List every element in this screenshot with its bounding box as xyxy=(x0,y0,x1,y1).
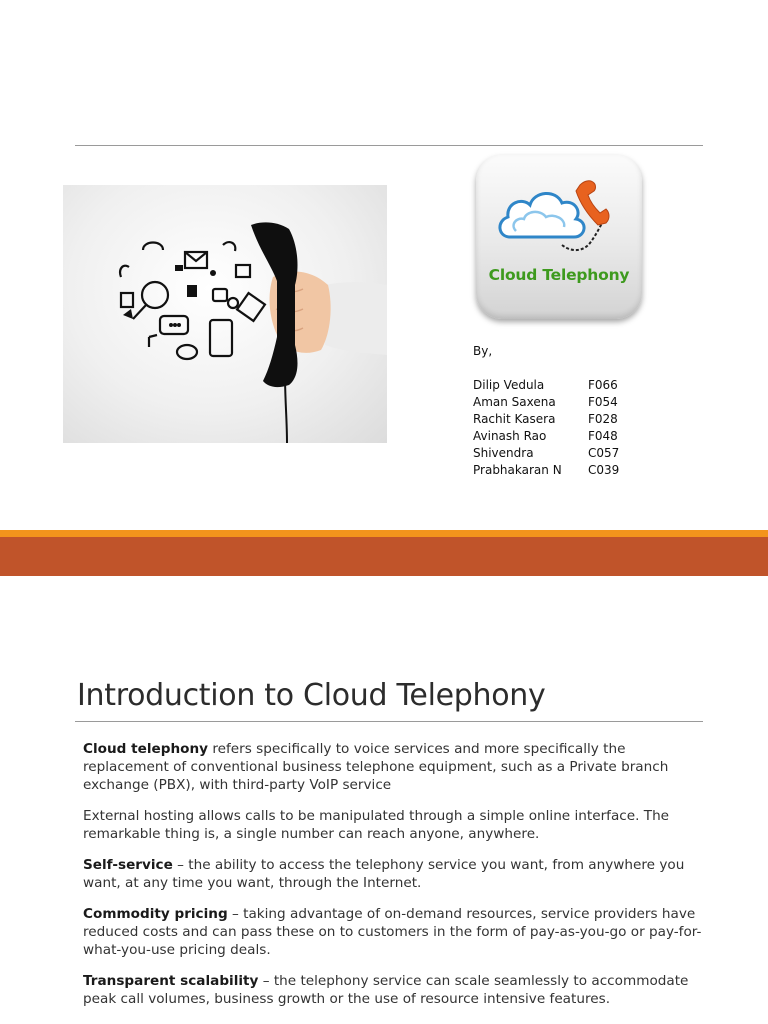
paragraph-lead: Transparent scalability xyxy=(83,973,259,989)
slide-separator-band xyxy=(0,537,768,576)
paragraph-text: refers specifically to voice services and more specifically the replacement of conventional business telephone equipment, such as a Private branch exchange (PBX), with third-party VoIP service xyxy=(83,741,669,793)
phone-communication-photo xyxy=(63,185,387,443)
paragraph-text: External hosting allows calls to be manipulated through a simple online interface. The remarkable thing is, a single number can reach anyone, anywhere. xyxy=(83,808,670,842)
author-id: C039 xyxy=(588,463,620,477)
author-name: Rachit Kasera xyxy=(473,412,556,426)
paragraph-lead: Cloud telephony xyxy=(83,741,208,757)
author-name: Aman Saxena xyxy=(473,395,556,409)
paragraph-text: – taking advantage of on-demand resources, service providers have reduced costs and can pass these on to customers in the form of pay-as-you-go or pay-for-what-you-use pricing deals. xyxy=(83,906,702,958)
author-id: C057 xyxy=(588,446,620,460)
paragraph xyxy=(83,740,708,794)
author-row xyxy=(473,411,619,428)
author-id: F028 xyxy=(588,412,618,426)
author-row xyxy=(473,394,619,411)
intro-slide xyxy=(0,576,768,1024)
author-name: Prabhakaran N xyxy=(473,463,562,477)
author-row xyxy=(473,462,619,479)
paragraph xyxy=(83,856,708,892)
paragraph-text: – the telephony service can scale seamlessly to accommodate peak call volumes, business growth or the use of resource intensive features. xyxy=(83,973,689,1007)
author-id: F054 xyxy=(588,395,618,409)
paragraph xyxy=(83,972,708,1008)
author-name: Dilip Vedula xyxy=(473,378,545,392)
paragraph-lead: Commodity pricing xyxy=(83,906,228,922)
author-id: F048 xyxy=(588,429,618,443)
by-label: By, xyxy=(473,344,493,358)
cloud-telephony-logo xyxy=(476,155,642,319)
paragraph-text: – the ability to access the telephony service you want, from anywhere you want, at any time you want, through the Internet. xyxy=(83,857,685,891)
author-list xyxy=(473,377,619,479)
author-name: Shivendra xyxy=(473,446,534,460)
author-id: F066 xyxy=(588,378,618,392)
paragraph xyxy=(83,905,708,959)
author-row xyxy=(473,445,619,462)
author-row xyxy=(473,377,619,394)
title-divider xyxy=(75,721,703,722)
slide-separator-accent xyxy=(0,530,768,537)
slide-title: Introduction to Cloud Telephony xyxy=(77,678,546,713)
slide-body xyxy=(83,740,708,1021)
paragraph-lead: Self-service xyxy=(83,857,173,873)
author-name: Avinash Rao xyxy=(473,429,547,443)
logo-text: Cloud Telephony xyxy=(488,266,630,284)
header-divider xyxy=(75,145,703,146)
paragraph xyxy=(83,807,708,843)
author-row xyxy=(473,428,619,445)
